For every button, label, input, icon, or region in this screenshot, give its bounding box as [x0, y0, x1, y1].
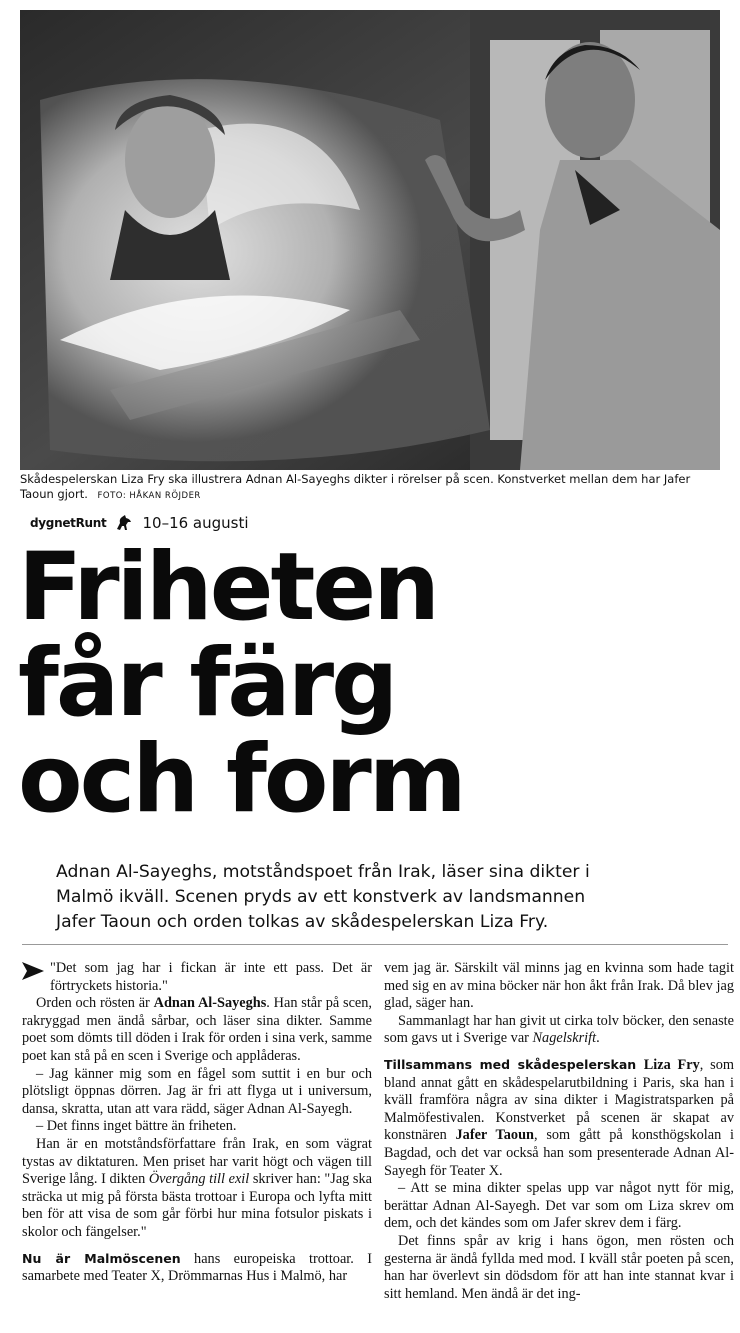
- body-column-2: [384, 960, 734, 1303]
- poem-title: Övergång till exil: [148, 1171, 250, 1188]
- poet-name: Adnan Al-Sayeghs: [153, 995, 267, 1012]
- horse-icon: [114, 513, 134, 533]
- paragraph: – Att se mina dikter spelas upp var något nytt för mig, berättar Adnan Al-Sayegh. Det var som om Liza skrev om dem, och det kändes som om Jafer skrev dem i färg.: [384, 1180, 734, 1232]
- divider: [22, 944, 728, 945]
- paragraph: Tillsammans med skådespelerskan Liza Fry, som bland annat gått en skådespelarutbildning i Paris, ska han i kväll framföra några av sina dikter i Magistratsparken på Malmöfestivalen. Konstverket på scenen är skapat av konstnären Jafer Taoun, som gått på konsthögskolan i Bagdad, och det var också han som presenterade Adnan Al-Sayegh för Teater X.: [384, 1056, 735, 1179]
- artist-name: Jafer Taoun: [455, 1127, 534, 1144]
- section-logo: dygnetRunt: [30, 516, 107, 530]
- pull-quote: "Det som jag har i fickan är inte ett pass. Det är förtryckets historia.": [50, 960, 372, 994]
- body-column-1: [22, 960, 372, 1286]
- actress-name: Liza Fry: [643, 1056, 700, 1073]
- photo-credit: FOTO: HÅKAN RÖJDER: [97, 491, 201, 501]
- actress-face: [125, 102, 215, 218]
- paragraph: Han är en motståndsförfattare från Irak, en som vägrat tystas av diktaturen. Men priset har varit högt och vägen till Sverige lång. I dikten Övergång till exil skriver han: "Jag ska sträcka ut mig på första bästa trottoar i Europa och lyfta mitt ben för att visa de som går förbi hur mina fotsulor piskats i skolor och fängelser.": [22, 1135, 372, 1240]
- paragraph: Det finns spår av krig i hans ögon, men rösten och gesterna är ändå fyllda med mod. I kväll står poeten på scen, han har överlevt sin dödsdom för att han inte stannat kvar i sitt hemland. Men ändå är det ing-: [384, 1232, 734, 1302]
- paragraph: Orden och rösten är Adnan Al-Sayeghs. Han står på scen, rakryggad men ändå sårbar, och läser sina dikter. Samme poet som dömts till döden i Irak för orden i sina verk, samme poet kan stå på en scen i Sverige och applåderas.: [22, 995, 372, 1064]
- headline-line-1: Friheten: [18, 533, 438, 642]
- book-title: Nagelskrift: [532, 1030, 597, 1047]
- stage-photo-illustration: [20, 10, 720, 470]
- caption-text: Skådespelerskan Liza Fry ska illustrera Adnan Al-Sayeghs dikter i rörelser på scen. Konstverket mellan dem har Jafer Taoun gjort.: [20, 472, 691, 501]
- headline: [18, 533, 718, 834]
- paragraph: – Jag känner mig som en fågel som suttit i en bur och plötsligt öppnas dörren. Jag är fri att flyga ut i universum, dansa, skratta, utan att vara rädd, säger Adnan Al-Sayegh.: [22, 1065, 372, 1117]
- headline-line-3: och form: [18, 725, 464, 834]
- headline-line-2: får färg: [18, 629, 396, 738]
- paragraph: Sammanlagt har han givit ut cirka tolv böcker, den senaste som gavs ut i Sverige var Nagelskrift.: [384, 1012, 734, 1047]
- photo-caption: [20, 472, 720, 504]
- section-dates: 10–16 augusti: [142, 514, 249, 532]
- subhead: Nu är Malmöscenen: [22, 1250, 181, 1266]
- section-kicker: [30, 512, 249, 534]
- subhead: Tillsammans med skådespelerskan: [384, 1056, 644, 1072]
- paragraph: – Det finns inget bättre än friheten.: [36, 1118, 237, 1135]
- paragraph: Nu är Malmöscenen hans europeiska trottoar. I samarbete med Teater X, Drömmarnas Hus i Malmö, har: [22, 1250, 372, 1285]
- quote-arrow-icon: [22, 962, 44, 980]
- article-photo: [20, 10, 720, 470]
- lead-paragraph: Adnan Al-Sayeghs, motståndspoet från Irak, läser sina dikter i Malmö ikväll. Scenen pryds av ett konstverk av landsmannen Jafer Taoun och orden tolkas av skådespelerskan Liza Fry.: [56, 862, 590, 932]
- paragraph: vem jag är. Särskilt väl minns jag en kvinna som hade tagit med sig en av mina böcker när hon åkt från Irak. Då blev jag glad, säger han.: [384, 960, 734, 1012]
